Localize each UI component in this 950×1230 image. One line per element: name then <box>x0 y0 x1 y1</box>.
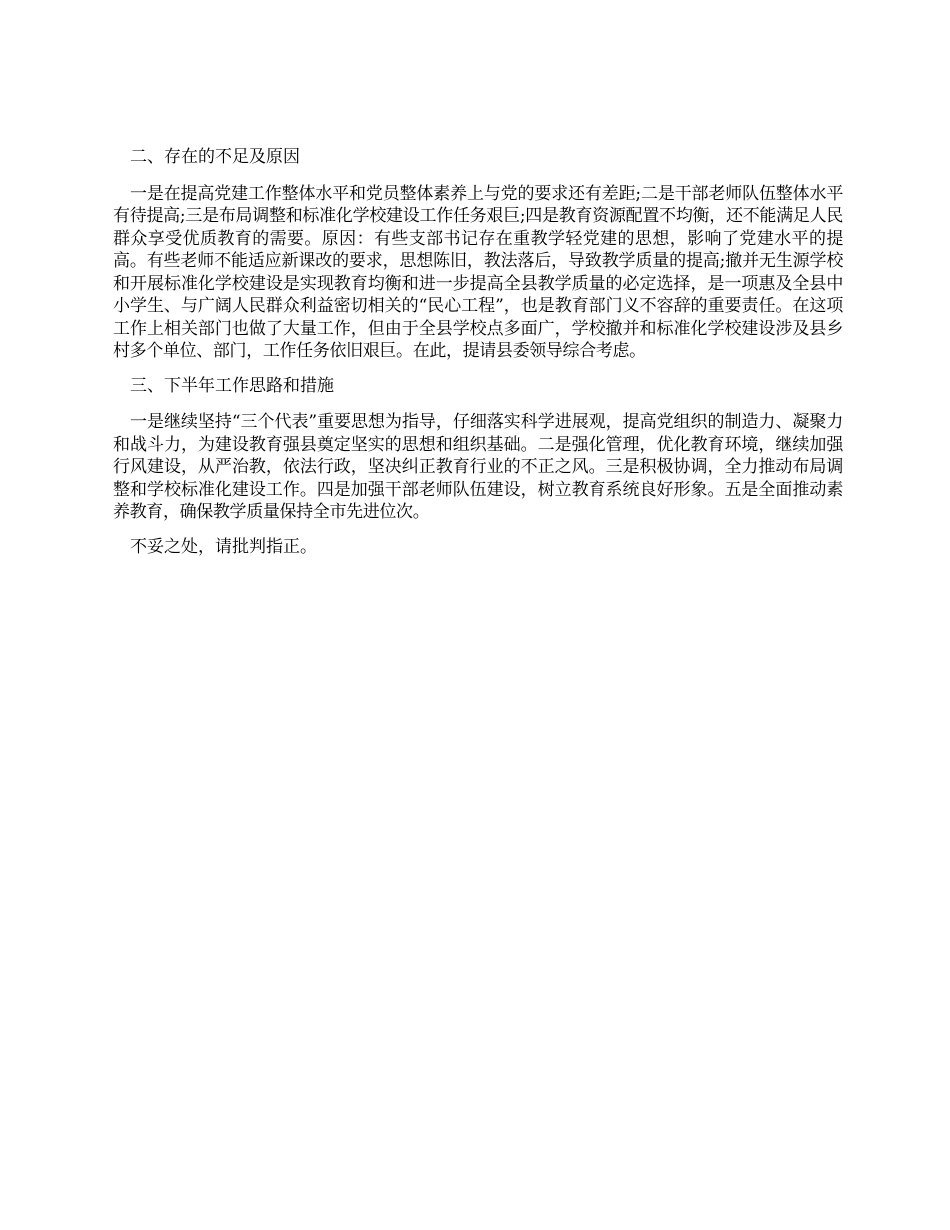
paragraph-shortcomings: 一是在提高党建工作整体水平和党员整体素养上与党的要求还有差距;二是干部老师队伍整体水平有待提高;三是布局调整和标准化学校建设工作任务艰巨;四是教育资源配置不均衡，还不能满足人民群众享受优质教育的需要。原因：有些支部书记存在重教学轻党建的思想，影响了党建水平的提高。有些老师不能适应新课改的要求，思想陈旧，教法落后，导致教学质量的提高;撤并无生源学校和开展标准化学校建设是实现教育均衡和进一步提高全县教学质量的必定选择，是一项惠及全县中小学生、与广阔人民群众利益密切相关的“民心工程”，也是教育部门义不容辞的重要责任。在这项工作上相关部门也做了大量工作，但由于全县学校点多面广，学校撤并和标准化学校建设涉及县乡村多个单位、部门，工作任务依旧艰巨。在此，提请县委领导综合考虑。 <box>113 183 843 361</box>
document-body <box>113 146 843 558</box>
section-heading-shortcomings: 二、存在的不足及原因 <box>130 147 300 167</box>
closing-remark: 不妥之处，请批判指正。 <box>130 536 317 557</box>
section-heading-plans: 三、下半年工作思路和措施 <box>130 375 334 396</box>
paragraph-plans: 一是继续坚持“三个代表”重要思想为指导，仔细落实科学进展观，提高党组织的制造力、凝聚力和战斗力，为建设教育强县奠定坚实的思想和组织基础。二是强化管理，优化教育环境，继续加强行风建设，从严治教，依法行政，坚决纠正教育行业的不正之风。三是积极协调，全力推动布局调整和学校标准化建设工作。四是加强干部老师队伍建设，树立教育系统良好形象。五是全面推动素养教育，确保教学质量保持全市先进位次。 <box>113 412 843 522</box>
